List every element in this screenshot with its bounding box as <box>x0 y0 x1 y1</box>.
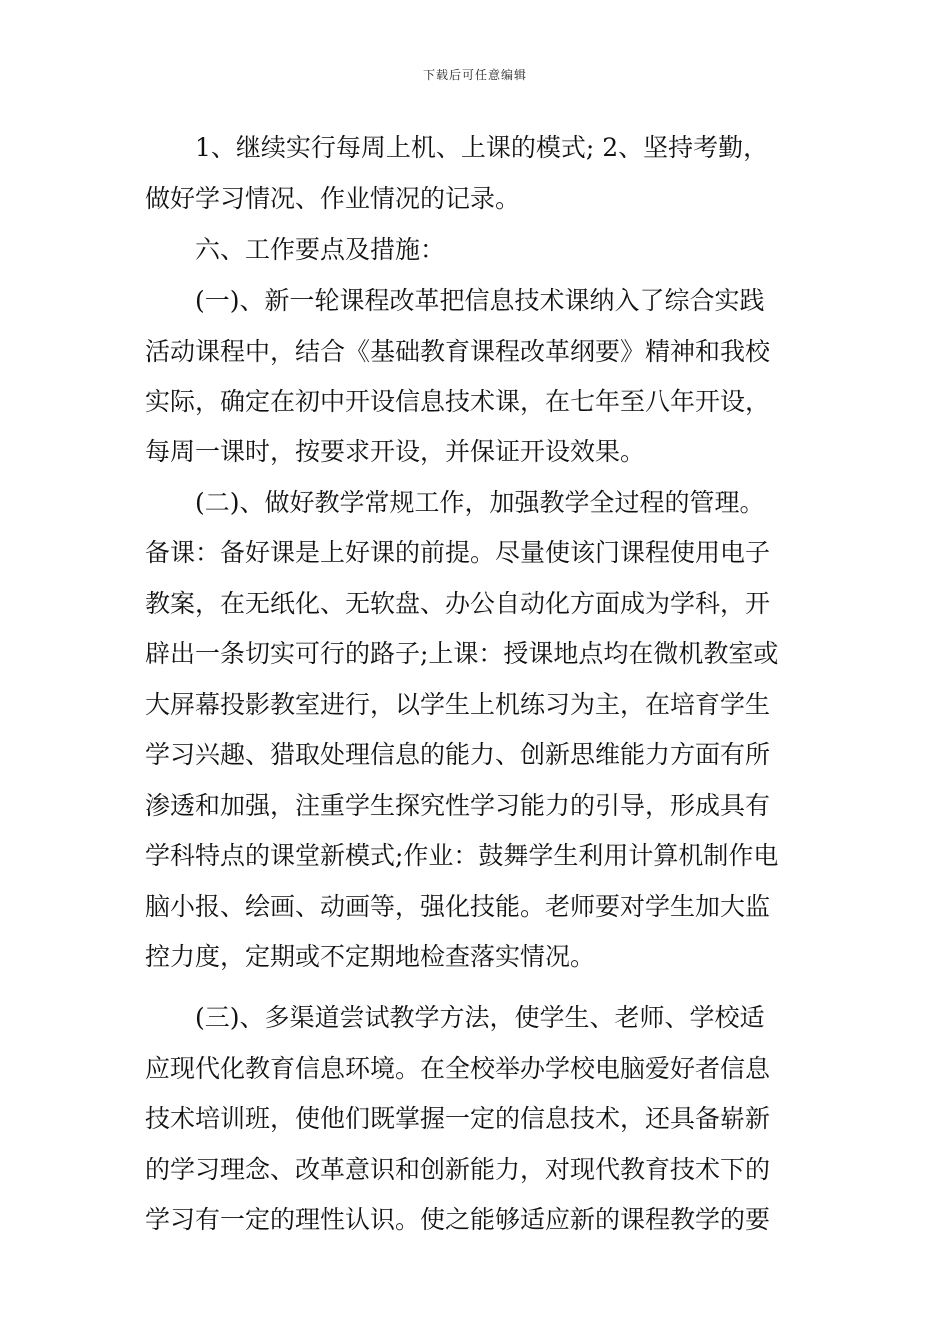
text-line: 六、工作要点及措施： <box>145 235 446 264</box>
text-line: 学习兴趣、猎取处理信息的能力、创新思维能力方面有所 <box>145 740 771 769</box>
text-line: (一)、新一轮课程改革把信息技术课纳入了综合实践 <box>145 286 765 315</box>
text-line: 渗透和加强，注重学生探究性学习能力的引导，形成具有 <box>145 791 771 820</box>
text-line: 应现代化教育信息环境。在全校举办学校电脑爱好者信息 <box>145 1054 771 1083</box>
text-line: 的学习理念、改革意识和创新能力，对现代教育技术下的 <box>145 1155 771 1184</box>
text-line: 控力度，定期或不定期地检查落实情况。 <box>145 942 596 971</box>
text-line: (三)、多渠道尝试教学方法，使学生、老师、学校适 <box>145 1003 765 1032</box>
text-line: 技术培训班，使他们既掌握一定的信息技术，还具备崭新 <box>145 1104 771 1133</box>
text-line: 备课：备好课是上好课的前提。尽量使该门课程使用电子 <box>145 538 771 567</box>
text-line: 1、继续实行每周上机、上课的模式; 2、坚持考勤， <box>145 133 769 162</box>
text-line: 脑小报、绘画、动画等，强化技能。老师要对学生加大监 <box>145 892 771 921</box>
page-header: 下载后可任意编辑 <box>422 68 527 82</box>
text-line: 教案，在无纸化、无软盘、办公自动化方面成为学科，开 <box>145 589 771 618</box>
text-line: 学科特点的课堂新模式;作业：鼓舞学生利用计算机制作电 <box>145 841 779 870</box>
text-line: (二)、做好教学常规工作，加强教学全过程的管理。 <box>145 488 765 517</box>
text-line: 每周一课时，按要求开设，并保证开设效果。 <box>145 437 646 466</box>
text-line: 学习有一定的理性认识。使之能够适应新的课程教学的要 <box>145 1205 771 1234</box>
text-line: 大屏幕投影教室进行，以学生上机练习为主，在培育学生 <box>145 690 771 719</box>
text-line: 活动课程中，结合《基础教育课程改革纲要》精神和我校 <box>145 337 771 366</box>
text-line: 做好学习情况、作业情况的记录。 <box>145 184 521 213</box>
text-line: 实际，确定在初中开设信息技术课，在七年至八年开设， <box>145 387 771 416</box>
text-line: 辟出一条切实可行的路子;上课：授课地点均在微机教室或 <box>145 639 779 668</box>
